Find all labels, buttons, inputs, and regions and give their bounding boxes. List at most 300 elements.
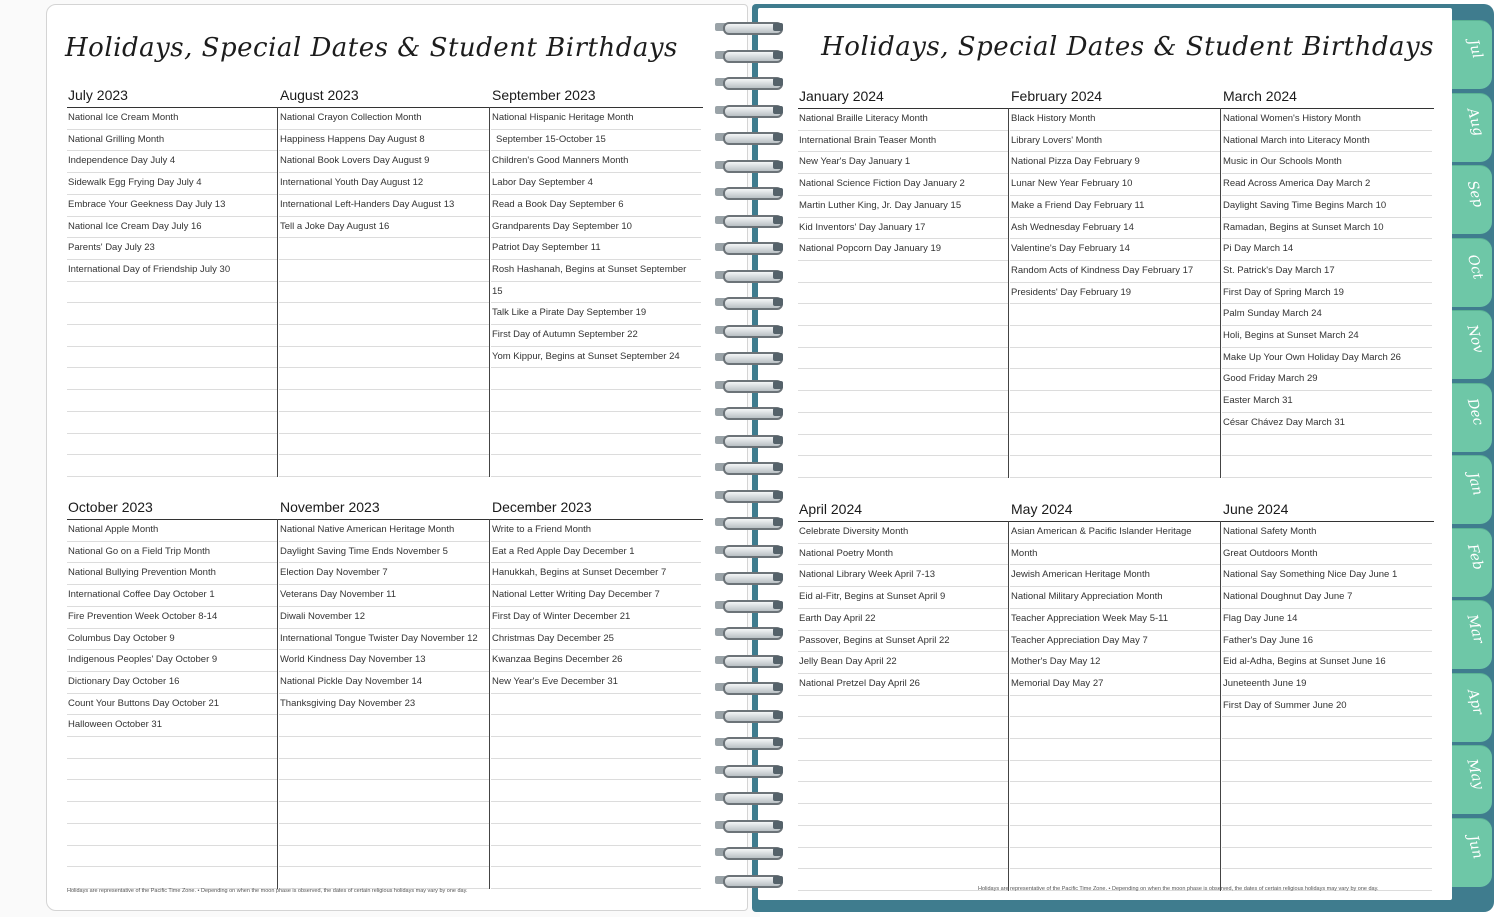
tab-label: Feb	[1463, 541, 1487, 572]
spiral-ring	[713, 103, 783, 117]
month-heading: June 2024	[1223, 501, 1289, 517]
date-entry: Memorial Day May 27	[1011, 677, 1104, 689]
spiral-ring	[713, 130, 783, 144]
writing-line	[491, 150, 701, 151]
date-entry: Earth Day April 22	[799, 612, 876, 624]
date-entry: Library Lovers' Month	[1011, 134, 1103, 146]
writing-line	[1010, 130, 1220, 131]
date-entry: Happiness Happens Day August 8	[280, 133, 425, 145]
writing-line	[491, 281, 701, 282]
date-entry: International Coffee Day October 1	[68, 589, 215, 601]
date-entry: Children's Good Manners Month	[492, 155, 629, 167]
writing-line	[1222, 390, 1432, 391]
writing-line	[491, 389, 701, 390]
date-entry: Yom Kippur, Begins at Sunset September 24	[492, 350, 680, 362]
writing-line	[1222, 195, 1432, 196]
writing-line	[67, 866, 277, 867]
writing-line	[491, 888, 701, 889]
writing-line	[798, 847, 1008, 848]
writing-line	[1010, 847, 1220, 848]
writing-line	[1222, 760, 1432, 761]
date-entry: First Day of Winter December 21	[492, 610, 631, 622]
date-entry: Celebrate Diversity Month	[799, 526, 909, 537]
date-entry: Juneteenth June 19	[1223, 677, 1307, 689]
date-entry: Passover, Begins at Sunset April 22	[799, 634, 950, 646]
date-entry: Grandparents Day September 10	[492, 220, 632, 232]
writing-line	[1010, 282, 1220, 283]
date-entry: Ash Wednesday February 14	[1011, 221, 1134, 233]
writing-line	[1222, 173, 1432, 174]
date-entry: Martin Luther King, Jr. Day January 15	[799, 199, 962, 211]
writing-line	[67, 801, 277, 802]
writing-line	[798, 630, 1008, 631]
month-heading: March 2024	[1223, 88, 1297, 104]
month-rule	[491, 519, 703, 520]
month-heading: November 2023	[280, 499, 380, 515]
writing-line	[279, 389, 489, 390]
writing-line	[1222, 630, 1432, 631]
writing-line	[1222, 368, 1432, 369]
writing-line	[1010, 760, 1220, 761]
tab-label: May	[1463, 757, 1487, 792]
writing-line	[1010, 803, 1220, 804]
writing-line	[798, 455, 1008, 456]
date-entry: National Pizza Day February 9	[1011, 156, 1140, 168]
spiral-ring	[713, 460, 783, 474]
writing-line	[67, 259, 277, 260]
writing-line	[279, 346, 489, 347]
spiral-binding	[713, 20, 785, 900]
right-page-title: Holidays, Special Dates & Student Birthdays	[821, 32, 1434, 62]
writing-line	[491, 823, 701, 824]
date-entry: Ramadan, Begins at Sunset March 10	[1223, 221, 1384, 233]
writing-line	[491, 129, 701, 130]
date-entry: St. Patrick's Day March 17	[1223, 264, 1335, 276]
writing-line	[1010, 868, 1220, 869]
left-footnote: Holidays are representative of the Pacific Time Zone. • Depending on when the moon phase is observed, the dates of certain religious holidays may vary by one day.	[67, 888, 468, 894]
writing-line	[67, 628, 277, 629]
column-divider	[277, 519, 278, 889]
date-entry: Write to a Friend Month	[492, 524, 592, 535]
tab-label: Sep	[1463, 178, 1487, 210]
writing-line	[279, 324, 489, 325]
writing-line	[491, 649, 701, 650]
tab-oct[interactable]	[1452, 238, 1492, 307]
writing-line	[1222, 716, 1432, 717]
date-entry: Indigenous Peoples' Day October 9	[68, 654, 218, 666]
column-divider	[277, 107, 278, 477]
writing-line	[279, 845, 489, 846]
spiral-ring	[713, 213, 783, 227]
date-entry: National March into Literacy Month	[1223, 134, 1370, 146]
spiral-ring	[713, 543, 783, 557]
column-divider	[489, 107, 490, 477]
month-heading: September 2023	[492, 87, 596, 103]
writing-line	[279, 779, 489, 780]
writing-line	[1222, 673, 1432, 674]
date-entry: New Year's Day January 1	[799, 156, 911, 168]
spiral-ring	[713, 735, 783, 749]
writing-line	[1010, 173, 1220, 174]
writing-line	[67, 541, 277, 542]
writing-line	[67, 845, 277, 846]
date-entry: National Grilling Month	[68, 133, 165, 145]
writing-line	[67, 779, 277, 780]
month-rule	[491, 107, 703, 108]
writing-line	[798, 586, 1008, 587]
spiral-ring	[713, 405, 783, 419]
writing-line	[1010, 477, 1220, 478]
writing-line	[798, 890, 1008, 891]
date-entry: Parents' Day July 23	[68, 242, 155, 254]
writing-line	[491, 541, 701, 542]
writing-line	[1222, 651, 1432, 652]
writing-line	[798, 412, 1008, 413]
writing-line	[1010, 651, 1220, 652]
writing-line	[1010, 412, 1220, 413]
writing-line	[798, 390, 1008, 391]
date-entry: Palm Sunday March 24	[1223, 308, 1322, 320]
writing-line	[279, 150, 489, 151]
writing-line	[798, 303, 1008, 304]
spiral-ring	[713, 818, 783, 832]
writing-line	[798, 781, 1008, 782]
spiral-ring	[713, 323, 783, 337]
month-rule	[279, 107, 491, 108]
tab-label: Apr	[1463, 686, 1487, 717]
writing-line	[279, 801, 489, 802]
writing-line	[491, 216, 701, 217]
date-entry: New Year's Eve December 31	[492, 675, 618, 687]
writing-line	[491, 628, 701, 629]
date-entry: Kid Inventors' Day January 17	[799, 221, 926, 233]
date-entry: Independence Day July 4	[68, 155, 176, 167]
date-entry: International Tongue Twister Day November 12	[280, 632, 478, 644]
tab-may[interactable]	[1452, 745, 1492, 814]
spiral-ring	[713, 598, 783, 612]
date-entry: September 15-October 15	[496, 133, 606, 145]
date-entry: Make a Friend Day February 11	[1011, 199, 1145, 211]
date-entry: Read a Book Day September 6	[492, 198, 624, 210]
tab-apr[interactable]	[1452, 673, 1492, 742]
writing-line	[279, 259, 489, 260]
writing-line	[1222, 455, 1432, 456]
date-entry: National Letter Writing Day December 7	[492, 589, 660, 601]
month-rule	[798, 521, 1010, 522]
writing-line	[279, 476, 489, 477]
writing-line	[67, 367, 277, 368]
writing-line	[1222, 477, 1432, 478]
writing-line	[1010, 716, 1220, 717]
writing-line	[279, 172, 489, 173]
writing-line	[798, 803, 1008, 804]
column-divider	[1220, 521, 1221, 891]
writing-line	[798, 608, 1008, 609]
writing-line	[798, 477, 1008, 478]
date-entry: Thanksgiving Day November 23	[280, 697, 416, 709]
writing-line	[491, 845, 701, 846]
date-entry: Eat a Red Apple Day December 1	[492, 545, 635, 557]
writing-line	[1010, 347, 1220, 348]
writing-line	[798, 738, 1008, 739]
writing-line	[1222, 738, 1432, 739]
writing-line	[1222, 412, 1432, 413]
writing-line	[1222, 347, 1432, 348]
writing-line	[491, 606, 701, 607]
writing-line	[1222, 260, 1432, 261]
writing-line	[67, 433, 277, 434]
writing-line	[491, 433, 701, 434]
writing-line	[1222, 238, 1432, 239]
spiral-ring	[713, 350, 783, 364]
date-entry: Jelly Bean Day April 22	[799, 656, 897, 668]
writing-line	[279, 736, 489, 737]
month-tabs	[1452, 10, 1494, 900]
writing-line	[491, 454, 701, 455]
writing-line	[67, 302, 277, 303]
writing-line	[67, 389, 277, 390]
tab-feb[interactable]	[1452, 528, 1492, 597]
month-heading: February 2024	[1011, 88, 1103, 104]
month-heading: July 2023	[68, 87, 128, 103]
writing-line	[279, 693, 489, 694]
date-entry: Month	[1011, 547, 1038, 559]
date-entry: Jewish American Heritage Month	[1011, 569, 1150, 581]
writing-line	[279, 281, 489, 282]
date-entry: Daylight Saving Time Begins March 10	[1223, 199, 1387, 211]
left-page	[46, 4, 748, 911]
month-rule	[67, 107, 279, 108]
tab-sep[interactable]	[1452, 165, 1492, 234]
date-entry: National Book Lovers Day August 9	[280, 155, 430, 167]
writing-line	[1010, 673, 1220, 674]
date-entry: National Doughnut Day June 7	[1223, 591, 1353, 603]
writing-line	[67, 649, 277, 650]
tab-label: Jan	[1464, 470, 1486, 498]
writing-line	[798, 868, 1008, 869]
tab-label: Nov	[1463, 323, 1487, 355]
date-entry: National Hispanic Heritage Month	[492, 112, 634, 123]
left-page-title: Holidays, Special Dates & Student Birthdays	[65, 33, 678, 63]
tab-jan[interactable]	[1452, 455, 1492, 524]
writing-line	[491, 324, 701, 325]
writing-line	[279, 302, 489, 303]
date-entry: National Safety Month	[1223, 526, 1317, 537]
writing-line	[67, 584, 277, 585]
date-entry: First Day of Summer June 20	[1223, 699, 1347, 711]
writing-line	[491, 476, 701, 477]
date-entry: Mother's Day May 12	[1011, 656, 1101, 668]
writing-line	[798, 543, 1008, 544]
spiral-ring	[713, 845, 783, 859]
writing-line	[798, 173, 1008, 174]
writing-line	[279, 194, 489, 195]
writing-line	[67, 562, 277, 563]
writing-line	[279, 584, 489, 585]
writing-line	[798, 217, 1008, 218]
writing-line	[67, 693, 277, 694]
date-entry: National Ice Cream Day July 16	[68, 220, 202, 232]
writing-line	[1010, 303, 1220, 304]
writing-line	[1010, 151, 1220, 152]
month-heading: May 2024	[1011, 501, 1073, 517]
tab-jun[interactable]	[1452, 818, 1492, 887]
date-entry: Make Up Your Own Holiday Day March 26	[1223, 351, 1401, 363]
tab-label: Jul	[1464, 37, 1486, 61]
month-heading: January 2024	[799, 88, 884, 104]
writing-line	[1010, 238, 1220, 239]
date-entry: Diwali November 12	[280, 610, 366, 622]
writing-line	[67, 172, 277, 173]
date-entry: Lunar New Year February 10	[1011, 178, 1133, 190]
tab-label: Aug	[1463, 105, 1487, 138]
writing-line	[1010, 564, 1220, 565]
writing-line	[491, 736, 701, 737]
date-entry: Good Friday March 29	[1223, 373, 1318, 385]
writing-line	[1010, 260, 1220, 261]
writing-line	[1010, 390, 1220, 391]
writing-line	[67, 281, 277, 282]
writing-line	[491, 237, 701, 238]
tab-label: Mar	[1463, 612, 1487, 646]
writing-line	[491, 172, 701, 173]
column-divider	[1220, 108, 1221, 478]
date-entry: Flag Day June 14	[1223, 612, 1298, 624]
writing-line	[279, 649, 489, 650]
month-rule	[1222, 521, 1434, 522]
date-entry: Election Day November 7	[280, 567, 388, 579]
month-rule	[1222, 108, 1434, 109]
writing-line	[798, 325, 1008, 326]
tab-label: Dec	[1463, 396, 1487, 427]
writing-line	[1010, 608, 1220, 609]
writing-line	[798, 760, 1008, 761]
date-entry: Teacher Appreciation Day May 7	[1011, 634, 1148, 646]
date-entry: Music in Our Schools Month	[1223, 156, 1342, 168]
date-entry: National Crayon Collection Month	[280, 112, 422, 123]
date-entry: Read Across America Day March 2	[1223, 178, 1371, 190]
month-heading: December 2023	[492, 499, 592, 515]
writing-line	[491, 584, 701, 585]
date-entry: National Bullying Prevention Month	[68, 567, 216, 579]
writing-line	[1222, 303, 1432, 304]
tab-dec[interactable]	[1452, 383, 1492, 452]
date-entry: Valentine's Day February 14	[1011, 243, 1130, 255]
month-heading: October 2023	[68, 499, 153, 515]
writing-line	[67, 606, 277, 607]
spiral-ring	[713, 185, 783, 199]
tab-mar[interactable]	[1452, 600, 1492, 669]
writing-line	[67, 714, 277, 715]
date-entry: National Library Week April 7-13	[799, 569, 936, 581]
writing-line	[279, 714, 489, 715]
date-entry: Fire Prevention Week October 8-14	[68, 610, 218, 622]
writing-line	[279, 433, 489, 434]
date-entry: Labor Day September 4	[492, 177, 593, 189]
tab-label: Jun	[1464, 833, 1486, 860]
writing-line	[798, 368, 1008, 369]
date-entry: International Brain Teaser Month	[799, 134, 937, 146]
tab-aug[interactable]	[1452, 93, 1492, 162]
date-entry: Embrace Your Geekness Day July 13	[68, 198, 226, 210]
date-entry: Father's Day June 16	[1223, 634, 1313, 646]
date-entry: International Left-Handers Day August 13	[280, 198, 455, 210]
spiral-ring	[713, 378, 783, 392]
date-entry: National Popcorn Day January 19	[799, 243, 942, 255]
tab-jul[interactable]	[1452, 20, 1492, 89]
spiral-ring	[713, 268, 783, 282]
right-page	[758, 8, 1452, 900]
writing-line	[279, 758, 489, 759]
writing-line	[67, 671, 277, 672]
spiral-ring	[713, 763, 783, 777]
writing-line	[491, 714, 701, 715]
writing-line	[491, 758, 701, 759]
tab-nov[interactable]	[1452, 310, 1492, 379]
writing-line	[1010, 630, 1220, 631]
writing-line	[1010, 586, 1220, 587]
date-entry: Dictionary Day October 16	[68, 675, 180, 687]
date-entry: World Kindness Day November 13	[280, 654, 426, 666]
column-divider	[1008, 108, 1009, 478]
date-entry: Easter March 31	[1223, 395, 1293, 407]
writing-line	[798, 434, 1008, 435]
spiral-ring	[713, 295, 783, 309]
writing-line	[279, 216, 489, 217]
writing-line	[279, 866, 489, 867]
date-entry: Veterans Day November 11	[280, 589, 396, 601]
writing-line	[279, 823, 489, 824]
date-entry: National Poetry Month	[799, 547, 893, 559]
writing-line	[67, 476, 277, 477]
spiral-ring	[713, 433, 783, 447]
writing-line	[1222, 868, 1432, 869]
writing-line	[67, 346, 277, 347]
date-entry: César Chávez Day March 31	[1223, 416, 1345, 428]
month-rule	[1010, 108, 1222, 109]
date-entry: First Day of Autumn September 22	[492, 329, 638, 340]
month-rule	[798, 108, 1010, 109]
spiral-ring	[713, 873, 783, 887]
writing-line	[798, 716, 1008, 717]
date-entry: Christmas Day December 25	[492, 632, 614, 644]
date-entry: National Say Something Nice Day June 1	[1223, 569, 1398, 581]
spiral-ring	[713, 48, 783, 62]
writing-line	[1222, 151, 1432, 152]
writing-line	[798, 564, 1008, 565]
writing-line	[1222, 586, 1432, 587]
date-entry: National Braille Literacy Month	[799, 113, 928, 124]
writing-line	[798, 695, 1008, 696]
writing-line	[1010, 781, 1220, 782]
writing-line	[798, 651, 1008, 652]
date-entry: National Women's History Month	[1223, 113, 1361, 124]
writing-line	[491, 801, 701, 802]
writing-line	[798, 347, 1008, 348]
date-entry: Black History Month	[1011, 113, 1096, 124]
writing-line	[1222, 282, 1432, 283]
date-entry: National Science Fiction Day January 2	[799, 178, 965, 190]
writing-line	[1010, 195, 1220, 196]
tab-label: Oct	[1464, 252, 1486, 281]
date-entry: Count Your Buttons Day October 21	[68, 697, 220, 709]
date-entry: Eid al-Fitr, Begins at Sunset April 9	[799, 591, 946, 603]
writing-line	[491, 259, 701, 260]
writing-line	[279, 671, 489, 672]
spiral-ring	[713, 240, 783, 254]
writing-line	[1010, 455, 1220, 456]
writing-line	[798, 673, 1008, 674]
